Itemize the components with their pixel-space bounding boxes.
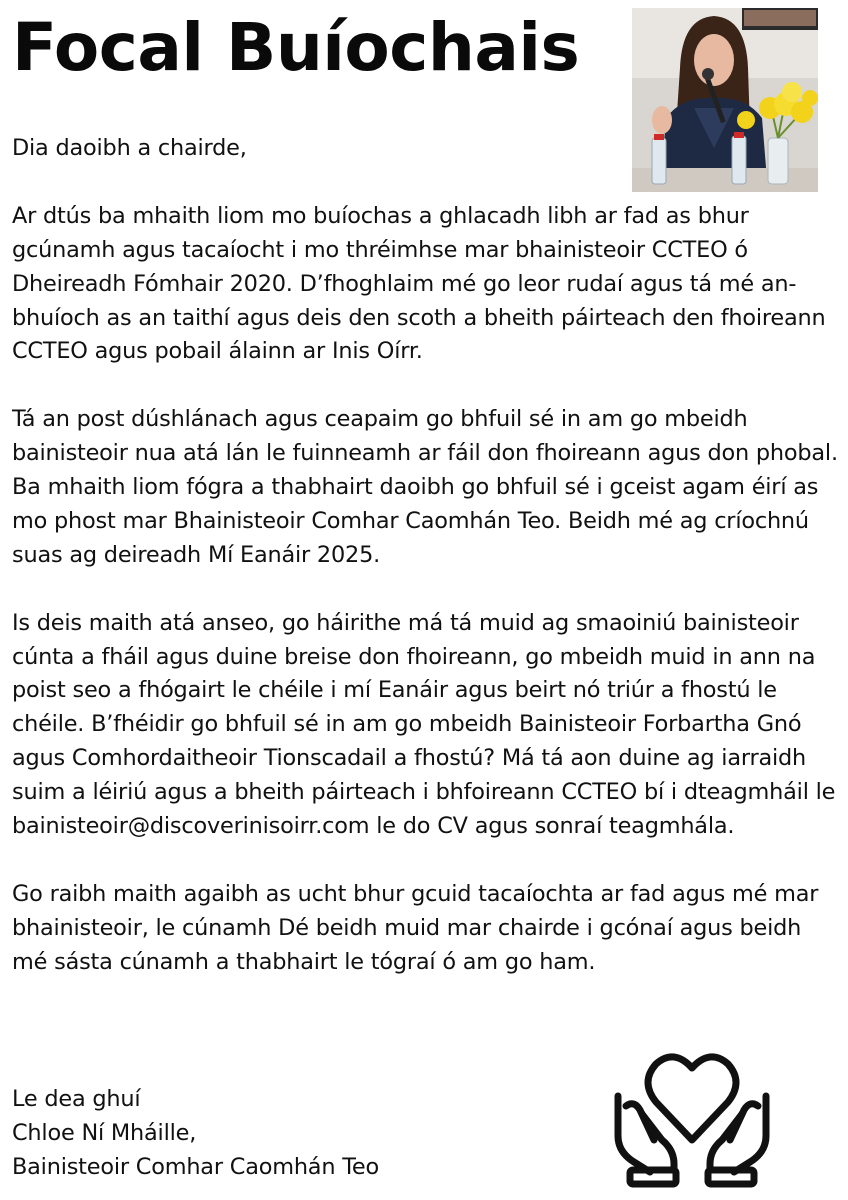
letter-paragraph-1: Ar dtús ba mhaith liom mo buíochas a ghlacadh libh ar fad as bhur gcúnamh agus tacaíocht i mo thréimhse mar bhainisteoir CCTEO ó Dheireadh Fómhair 2020. D’fhoghlaim mé go leor rudaí agus tá mé an-bhuíoch as an taithí agus deis den scoth a bheith páirteach den fhoireann CCTEO agus pobail álainn ar Inis Oírr. bbox=[12, 202, 826, 365]
signature-title: Bainisteoir Comhar Caomhán Teo bbox=[12, 1153, 379, 1180]
letter-signoff bbox=[12, 1083, 379, 1185]
letter-paragraph-3: Is deis maith atá anseo, go háirithe má tá muid ag smaoiniú bainisteoir cúnta a fháil agus duine breise don fhoireann, go mbeidh muid in ann na poist seo a fhógairt le chéile i mí Eanáir agus beirt nó triúr a fhostú le chéile. B’fhéidir go bhfuil sé in am go mbeidh Bainisteoir Forbartha Gnó agus Comhordaitheoir Tionscadail a fhostú? Má tá aon duine ag iarraidh suim a léiriú agus a bheith páirteach i bhfoireann CCTEO bí i dteagmháil le bainisteoir@discoverinisoirr.com le do CV agus sonraí teagmhála. bbox=[12, 609, 836, 840]
letter-body bbox=[12, 132, 838, 1013]
hands-holding-heart-icon bbox=[604, 1044, 780, 1190]
closing-line: Le dea ghuí bbox=[12, 1086, 141, 1112]
letter-greeting: Dia daoibh a chairde, bbox=[12, 135, 247, 161]
letter-paragraph-4: Go raibh maith agaibh as ucht bhur gcuid tacaíochta ar fad agus mé mar bhainisteoir, le cúnamh Dé beidh muid mar chairde i gcónaí agus beidh mé sásta cúnamh a thabhairt le tógraí ó am go ham. bbox=[12, 880, 819, 975]
letter-paragraph-2: Tá an post dúshlánach agus ceapaim go bhfuil sé in am go mbeidh bainisteoir nua atá lán le fuinneamh ar fáil don fhoireann agus don phobal. Ba mhaith liom fógra a thabhairt daoibh go bhfuil sé i gceist agam éirí as mo phost mar Bhainisteoir Comhar Caomhán Teo. Beidh mé ag críochnú suas ag deireadh Mí Eanáir 2025. bbox=[12, 406, 838, 568]
page-title: Focal Buíochais bbox=[12, 9, 580, 86]
signature-name: Chloe Ní Mháille, bbox=[12, 1119, 197, 1146]
